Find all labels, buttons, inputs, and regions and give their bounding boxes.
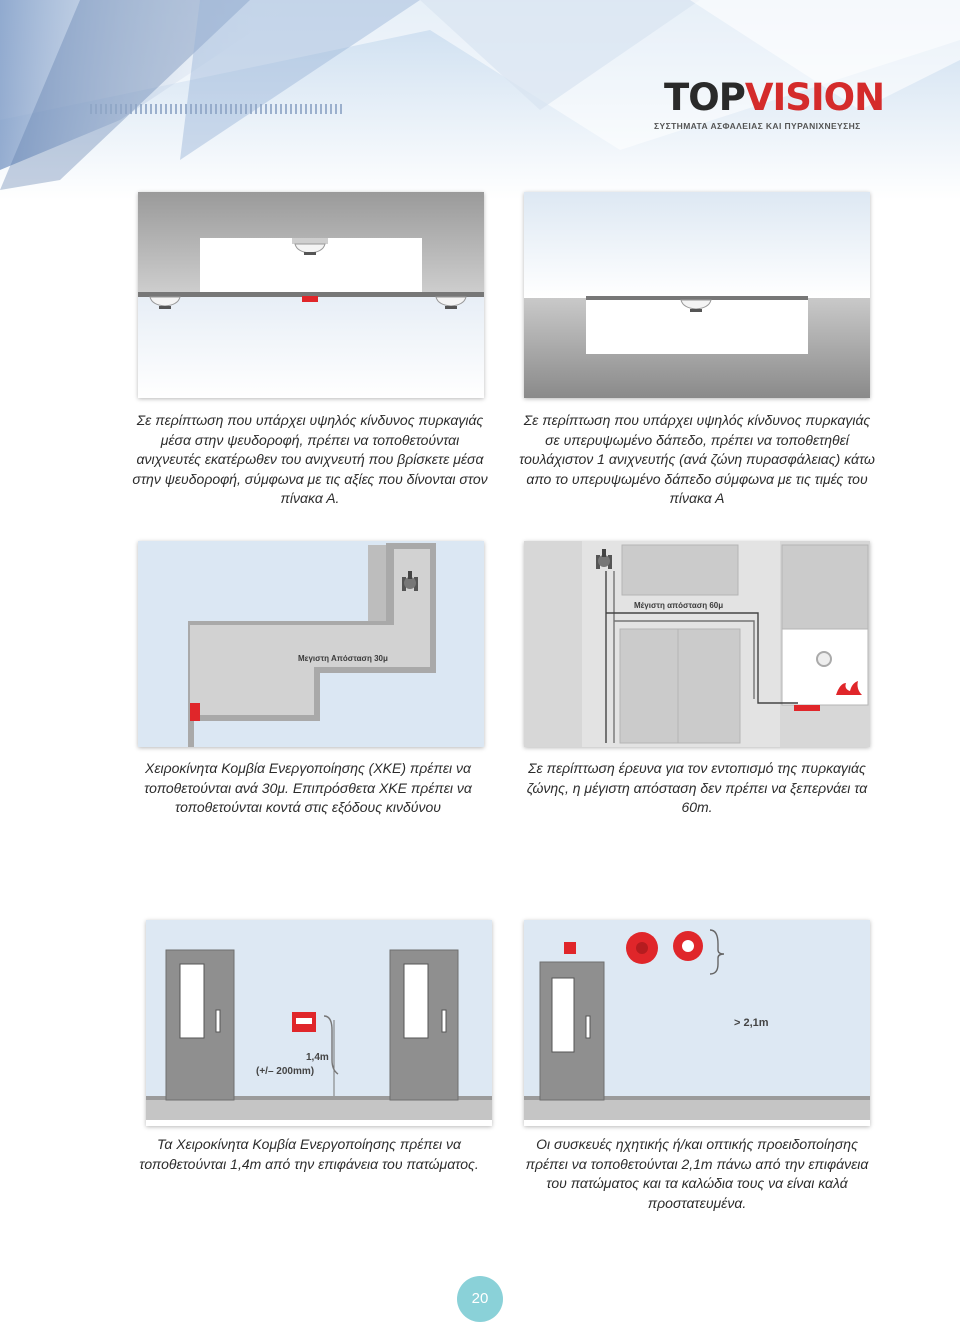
door-icon <box>390 950 458 1100</box>
diagram-call-point-distance <box>138 541 484 747</box>
caption-call-point-height: Τα Χειροκίνητα Κομβία Ενεργοποίησης πρέπει να τοποθετούνται 1,4m από την επιφάνεια του πατώματος. <box>139 1136 479 1172</box>
page-number: 20 <box>457 1276 503 1322</box>
diagram-label-tolerance: (+/– 200mm) <box>256 1066 315 1077</box>
sounder-icon <box>626 932 658 964</box>
call-point-icon <box>292 1012 316 1032</box>
logo-word-top: TOP <box>664 76 745 119</box>
diagram-label-min-height: > 2,1m <box>734 1017 769 1029</box>
diagram-call-point-height <box>146 920 492 1126</box>
diagram-raised-floor <box>524 192 870 398</box>
alarm-indicator-icon <box>794 705 820 711</box>
logo-word-vision: VISION <box>744 76 885 119</box>
caption-call-point-distance: Χειροκίνητα Κομβία Ενεργοποίησης (ΧΚΕ) πρέπει να τοποθετούνται ανά 30μ. Επιπρόσθετα ΧΚΕ πρέπει να τοποθετούνται κοντά στις εξόδους κινδύνου <box>144 760 472 815</box>
caption-raised-floor: Σε περίπτωση που υπάρχει υψηλός κίνδυνος πυρκαγιάς σε υπερυψωμένο δάπεδο, πρέπει να τοποθετηθεί τουλάχιστον 1 ανιχνευτής (ανά ζώνη πυρασφάλειας) κάτω απο το υπερυψωμένο δάπεδο σύμφωνα με τις τιμές του πίνακα Α <box>519 412 875 506</box>
caption-sounder-height: Οι συσκευές ηχητικής ή/και οπτικής προειδοποίησης πρέπει να τοποθετούνται 2,1m πάνω από την επιφάνεια του πατώματος και τα καλώδια τους να είναι καλά προστατευμένα. <box>525 1136 869 1211</box>
door-icon <box>540 962 604 1100</box>
topvision-logo <box>654 66 885 136</box>
call-point-icon <box>190 703 200 721</box>
beacon-icon <box>673 931 703 961</box>
door-icon <box>166 950 234 1100</box>
diagram-search-distance <box>524 541 870 747</box>
smoke-detector-icon <box>817 652 831 666</box>
diagram-label-height: 1,4m <box>306 1052 329 1063</box>
logo-tagline: ΣΥΣΤΗΜΑΤΑ ΑΣΦΑΛΕΙΑΣ ΚΑΙ ΠΥΡΑΝΙΧΝΕΥΣΗΣ <box>654 121 861 131</box>
diagram-sounder-height <box>524 920 870 1126</box>
alarm-indicator-icon <box>302 296 318 302</box>
caption-false-ceiling: Σε περίπτωση που υπάρχει υψηλός κίνδυνος πυρκαγιάς μέσα στην ψευδοροφή, πρέπει να τοποθετούνται ανιχνευτές εκατέρωθεν του ανιχνευτή που βρίσκετε μέσα στην ψευδοροφή, σύμφωνα με τις αξίες που δίνονται στον πίνακα Α. <box>132 412 488 506</box>
logo-wordmark <box>664 78 884 118</box>
diagram-label-60m: Μέγιστη απόσταση 60μ <box>634 601 724 610</box>
diagram-false-ceiling <box>138 192 484 398</box>
diagram-label-30m: Μεγιστη Απόσταση 30μ <box>298 654 388 663</box>
caption-search-distance: Σε περίπτωση έρευνα για τον εντοπισμό της πυρκαγιάς ζώνης, η μέγιστη απόσταση δεν πρέπει να ξεπερνάει τα 60m. <box>526 760 868 815</box>
alarm-indicator-icon <box>564 942 576 954</box>
